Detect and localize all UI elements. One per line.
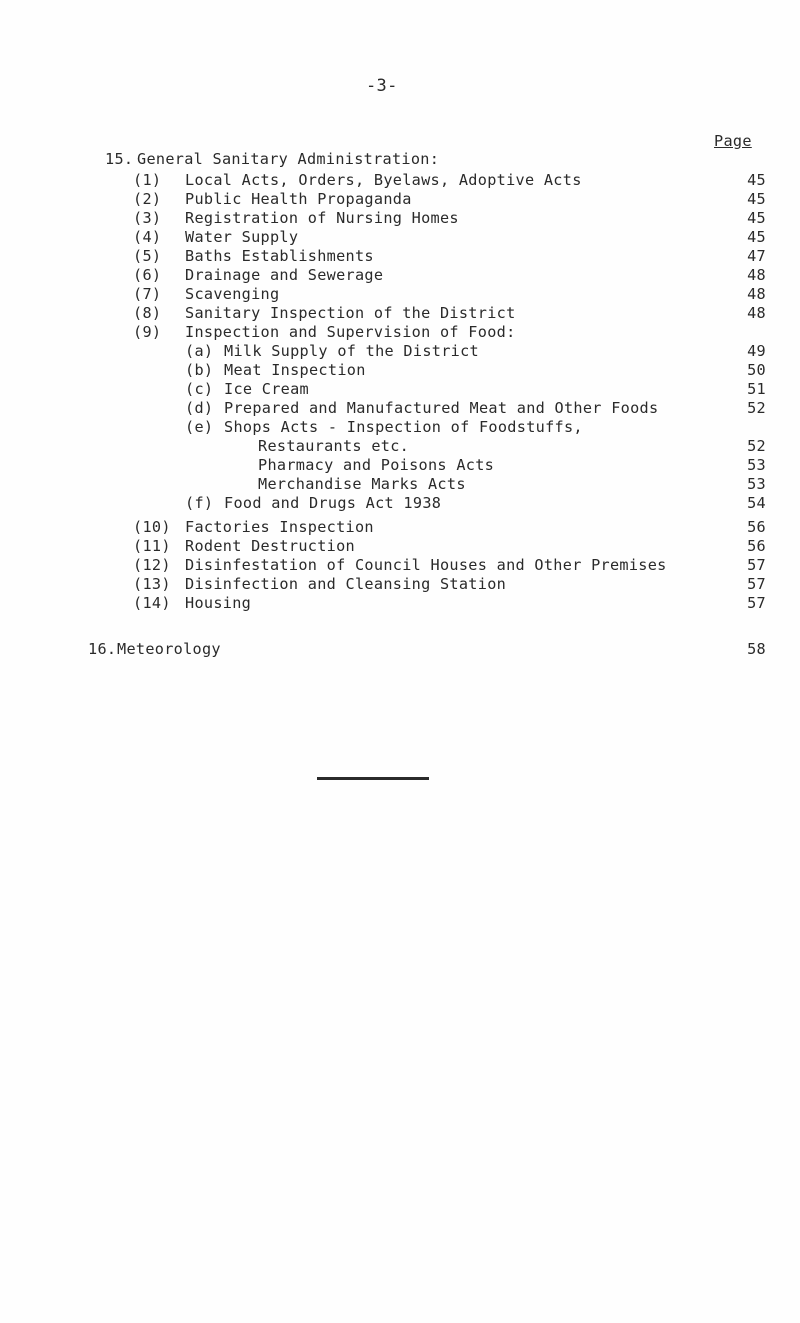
subitem-letter: (d) [185, 399, 214, 417]
item-title: Public Health Propaganda [185, 190, 412, 208]
item-number: (7) [133, 285, 162, 303]
subitem-letter: (a) [185, 342, 214, 360]
item-page: 48 [747, 304, 766, 322]
item-title: Baths Establishments [185, 247, 374, 265]
item-title: Inspection and Supervision of Food: [185, 323, 516, 341]
section-number: 15. [105, 150, 134, 168]
section-title: Meteorology [117, 640, 221, 658]
item-number: (3) [133, 209, 162, 227]
item-page: 51 [747, 380, 766, 398]
item-page: 56 [747, 537, 766, 555]
item-page: 57 [747, 594, 766, 612]
item-title: Disinfection and Cleansing Station [185, 575, 507, 593]
section-title: General Sanitary Administration: [137, 150, 440, 168]
item-number: (2) [133, 190, 162, 208]
item-title: Registration of Nursing Homes [185, 209, 459, 227]
item-page: 50 [747, 361, 766, 379]
item-number: (11) [133, 537, 171, 555]
item-page: 56 [747, 518, 766, 536]
item-page: 52 [747, 437, 766, 455]
item-title: Scavenging [185, 285, 280, 303]
section-page: 58 [747, 640, 766, 658]
subitem-title: Meat Inspection [224, 361, 366, 379]
subitem-letter: (f) [185, 494, 214, 512]
item-page: 47 [747, 247, 766, 265]
subitem-letter: (e) [185, 418, 214, 436]
item-page: 53 [747, 475, 766, 493]
subitem-title: Prepared and Manufactured Meat and Other Foods [224, 399, 659, 417]
item-title: Housing [185, 594, 252, 612]
item-title: Factories Inspection [185, 518, 374, 536]
item-title: Disinfestation of Council Houses and Other Premises [185, 556, 667, 574]
item-number: (4) [133, 228, 162, 246]
item-title: Sanitary Inspection of the District [185, 304, 516, 322]
item-page: 48 [747, 266, 766, 284]
item-page: 45 [747, 190, 766, 208]
item-page: 57 [747, 575, 766, 593]
item-page: 57 [747, 556, 766, 574]
page-column-heading: Page [714, 132, 752, 150]
item-number: (9) [133, 323, 162, 341]
page-number: -3- [366, 76, 398, 96]
item-number: (13) [133, 575, 171, 593]
subitem-title: Shops Acts - Inspection of Foodstuffs, [224, 418, 583, 436]
subitem-continuation: Pharmacy and Poisons Acts [258, 456, 495, 474]
subitem-title: Ice Cream [224, 380, 309, 398]
item-number: (6) [133, 266, 162, 284]
item-number: (14) [133, 594, 171, 612]
item-number: (10) [133, 518, 171, 536]
item-title: Rodent Destruction [185, 537, 355, 555]
divider-rule [317, 777, 429, 780]
subitem-continuation: Merchandise Marks Acts [258, 475, 466, 493]
item-page: 45 [747, 171, 766, 189]
item-page: 53 [747, 456, 766, 474]
item-page: 52 [747, 399, 766, 417]
item-page: 48 [747, 285, 766, 303]
subitem-title: Food and Drugs Act 1938 [224, 494, 442, 512]
subitem-title: Milk Supply of the District [224, 342, 479, 360]
section-number: 16. [88, 640, 117, 658]
item-title: Local Acts, Orders, Byelaws, Adoptive Acts [185, 171, 582, 189]
subitem-letter: (b) [185, 361, 214, 379]
item-number: (1) [133, 171, 162, 189]
item-number: (8) [133, 304, 162, 322]
item-title: Water Supply [185, 228, 299, 246]
subitem-continuation: Restaurants etc. [258, 437, 410, 455]
item-title: Drainage and Sewerage [185, 266, 384, 284]
item-page: 49 [747, 342, 766, 360]
item-number: (5) [133, 247, 162, 265]
item-page: 45 [747, 228, 766, 246]
item-page: 54 [747, 494, 766, 512]
subitem-letter: (c) [185, 380, 214, 398]
item-page: 45 [747, 209, 766, 227]
item-number: (12) [133, 556, 171, 574]
